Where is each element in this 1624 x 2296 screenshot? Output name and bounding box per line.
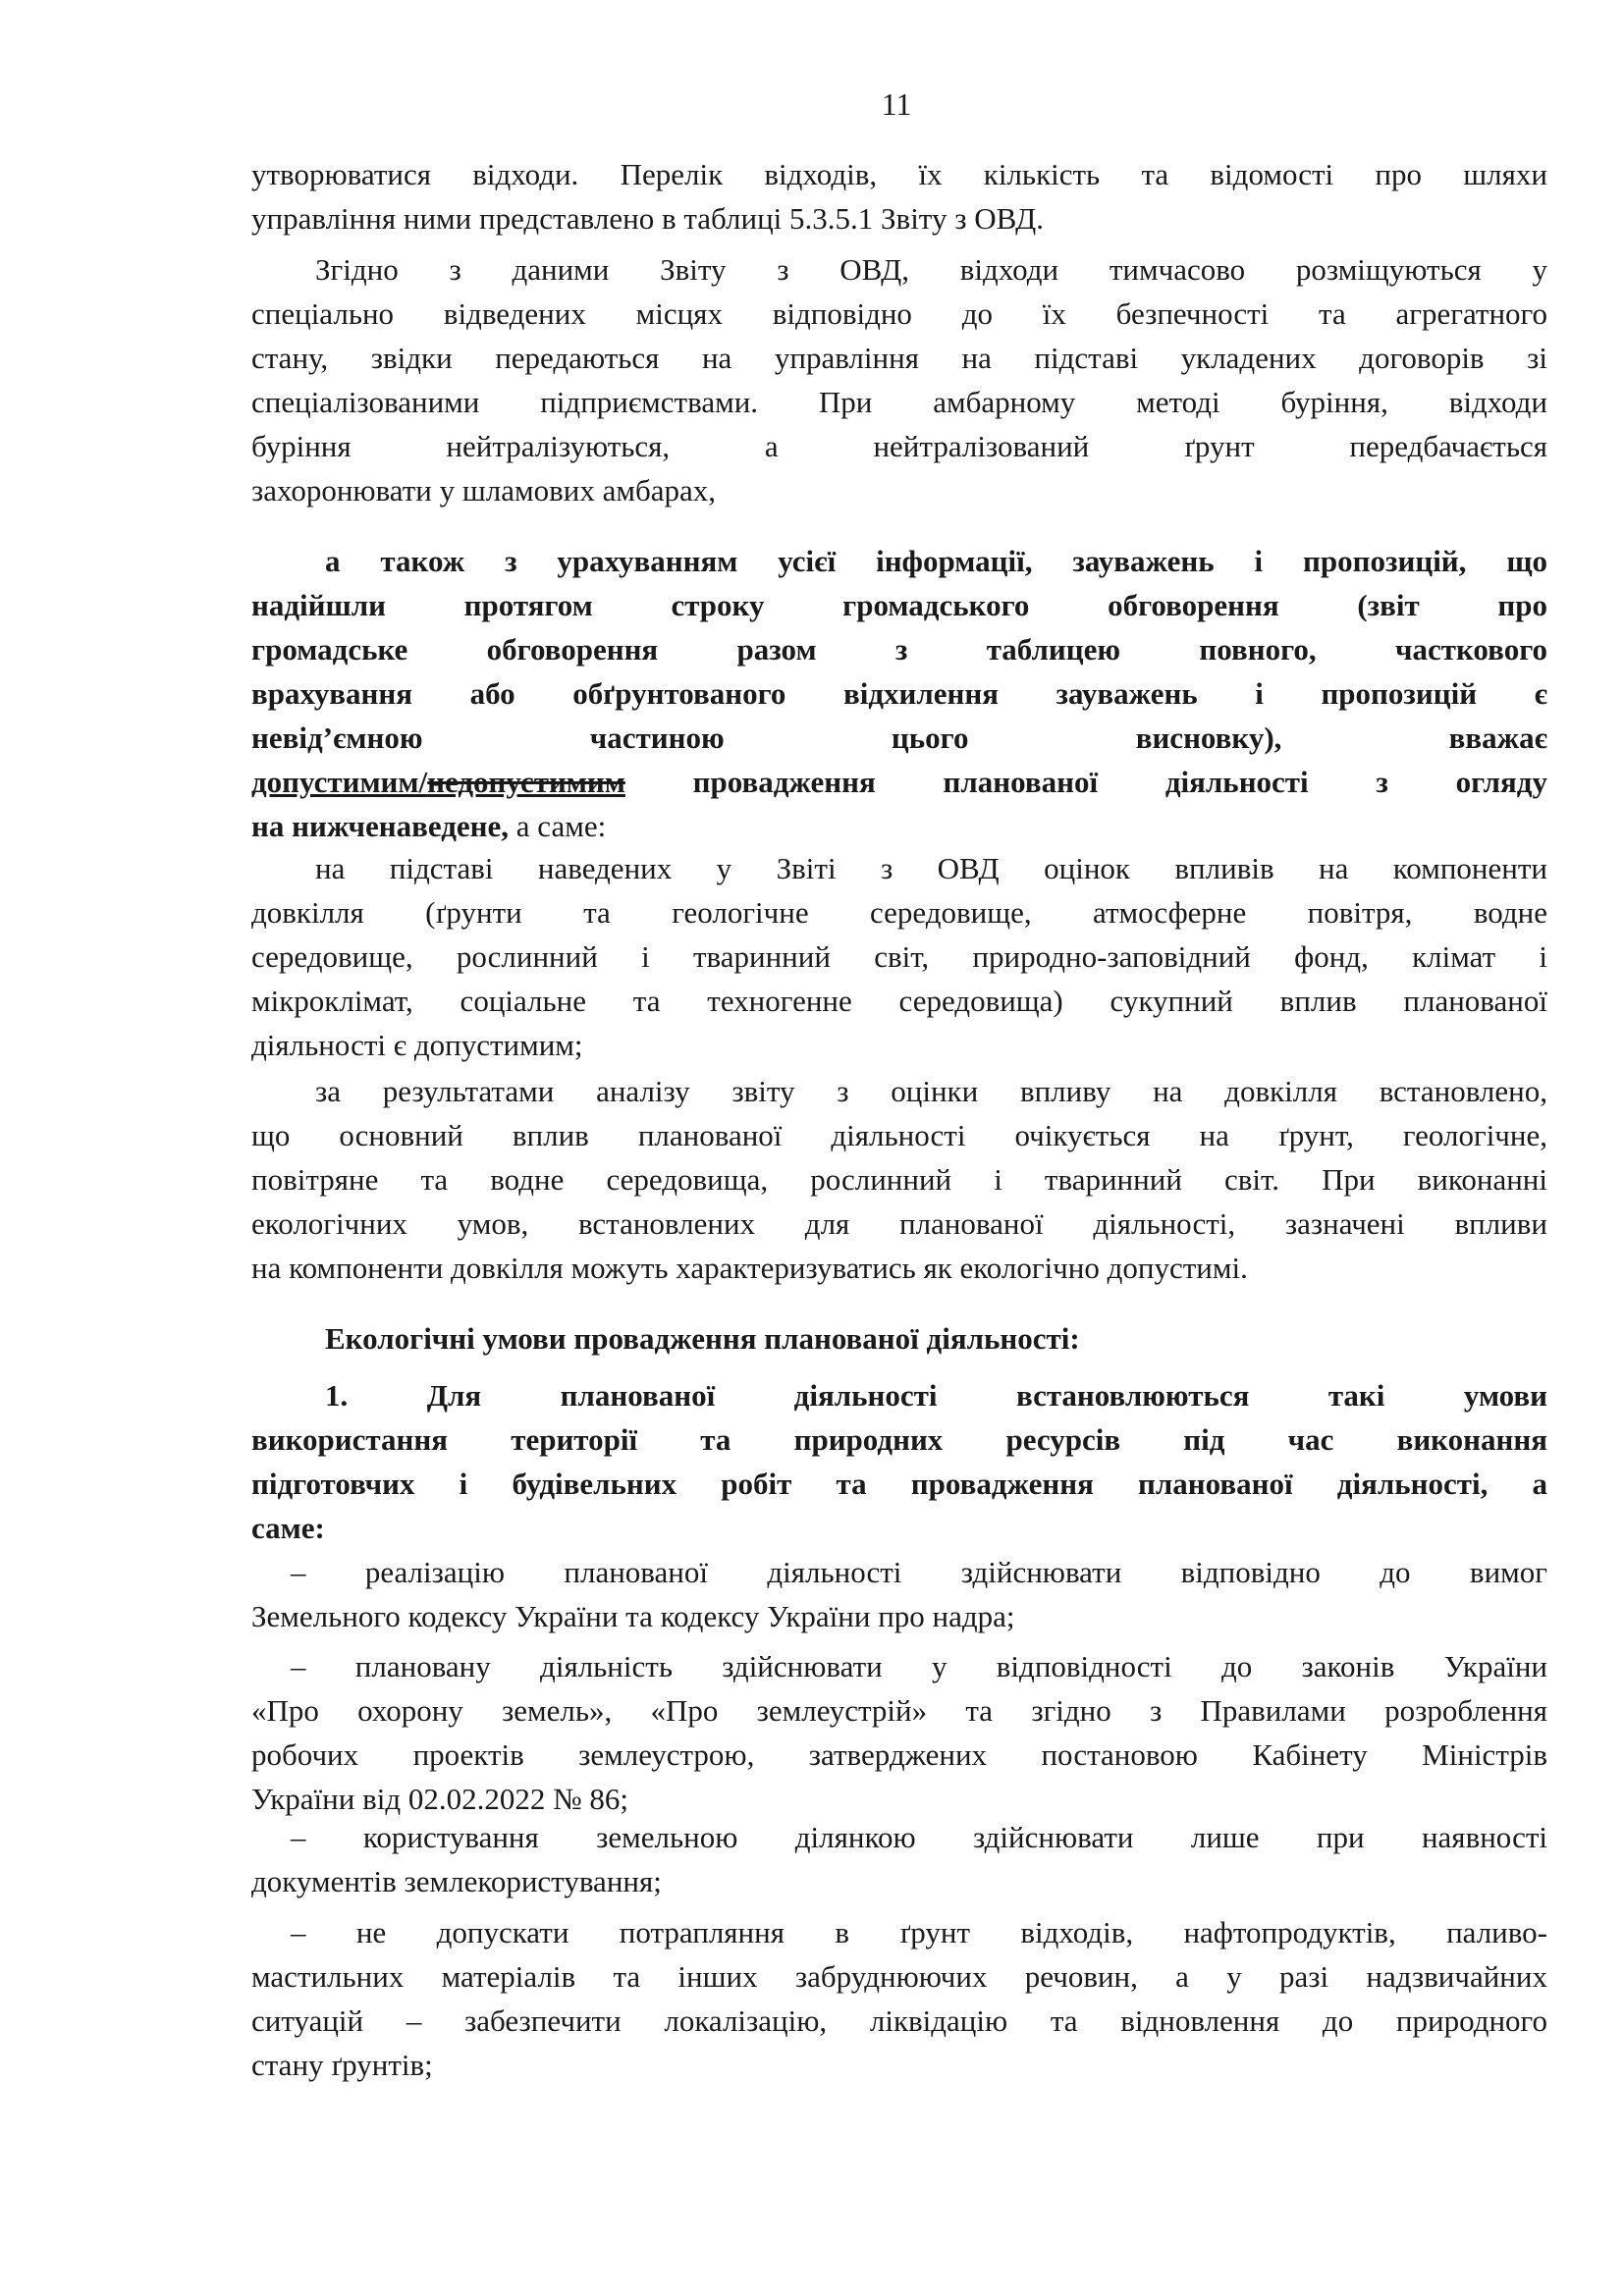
condition-1-heading — [251, 1373, 1547, 1550]
text-line: спеціально відведених місцях відповідно до їх безпечності та агрегатного — [251, 296, 1547, 331]
verdict-rest: провадження планованої діяльності з огляду — [624, 765, 1547, 799]
bullet-land-code — [251, 1550, 1547, 1638]
text-line: довкілля (ґрунти та геологічне середовище, атмосферне повітря, водне — [251, 895, 1547, 930]
text-line: Згідно з даними Звіту з ОВД, відходи тимчасово розміщуються у — [315, 252, 1547, 287]
text-line: невід’ємною частиною цього висновку), вважає — [251, 721, 1547, 755]
text-line: врахування або обґрунтованого відхилення зауважень і пропозицій є — [251, 676, 1547, 711]
text-line: Земельного кодексу України та кодексу України про надра; — [251, 1599, 1015, 1633]
text-line: саме: — [251, 1511, 325, 1545]
bullet-soil-pollution — [251, 1910, 1547, 2087]
heading-ecological-conditions — [251, 1316, 1547, 1361]
bullet-land-use-documents — [251, 1815, 1547, 1903]
text-line: робочих проектів землеустрою, затверджених постановою Кабінету Міністрів — [251, 1737, 1547, 1772]
text-line: документів землекористування; — [251, 1864, 662, 1898]
text-line: що основний вплив планованої діяльності очікується на ґрунт, геологічне, — [251, 1118, 1547, 1152]
text-line: стану, звідки передаються на управління на підставі укладених договорів зі — [251, 341, 1547, 375]
text-line: а також з урахуванням усієї інформації, зауважень і пропозицій, що — [325, 544, 1547, 578]
text-line: підготовчих і будівельних робіт та провадження планованої діяльності, а — [251, 1467, 1547, 1501]
text-line: діяльності є допустимим; — [251, 1028, 583, 1062]
para-conclusion — [251, 539, 1547, 848]
text-line: на підставі наведених у Звіті з ОВД оцінок впливів на компоненти — [315, 851, 1547, 885]
para-waste-storage — [251, 247, 1547, 512]
text-line: України від 02.02.2022 № 86; — [251, 1782, 629, 1816]
text-line: за результатами аналізу звіту з оцінки впливу на довкілля встановлено, — [315, 1074, 1547, 1108]
text-line: утворюватися відходи. Перелік відходів, їх кількість та відомості про шляхи — [251, 157, 1547, 191]
text-line: – не допускати потрапляння в ґрунт відходів, нафтопродуктів, паливо- — [291, 1915, 1547, 1949]
para-analysis-results — [251, 1069, 1547, 1290]
text-line: стану ґрунтів; — [251, 2048, 433, 2082]
text-line: «Про охорону земель», «Про землеустрій» та згідно з Правилами розроблення — [251, 1693, 1547, 1728]
text-line: на компоненти довкілля можуть характеризуватись як екологічно допустимі. — [251, 1251, 1248, 1285]
text-line: мікроклімат, соціальне та техногенне середовища) сукупний вплив планованої — [251, 984, 1547, 1018]
text-line: мастильних матеріалів та інших забруднюючих речовин, а у разі надзвичайних — [251, 1959, 1547, 1994]
text-line: повітряне та водне середовища, рослинний і тваринний світ. При виконанні — [251, 1162, 1547, 1197]
text-line: громадське обговорення разом з таблицею повного, часткового — [251, 632, 1547, 667]
bullet-land-laws — [251, 1644, 1547, 1821]
text-line: – реалізацію планованої діяльності здійснювати відповідно до вимог — [291, 1555, 1547, 1589]
text-line: використання території та природних ресурсів під час виконання — [251, 1422, 1547, 1457]
text-line: буріння нейтралізуються, а нейтралізований ґрунт передбачається — [251, 429, 1547, 463]
text-line: екологічних умов, встановлених для планованої діяльності, зазначені впливи — [251, 1206, 1547, 1241]
text-line: Екологічні умови провадження планованої діяльності: — [325, 1321, 1080, 1356]
page-number: 11 — [881, 86, 912, 122]
text-line: ситуацій – забезпечити локалізацію, ліквідацію та відновлення до природного — [251, 2003, 1547, 2038]
verdict-line — [251, 760, 1547, 804]
verdict-admissible: допустимим/ — [251, 765, 428, 799]
para-waste-list — [251, 152, 1547, 240]
bold-phrase: на нижченаведене, — [251, 809, 510, 843]
para-impact-assessment — [251, 846, 1547, 1067]
text-line — [251, 804, 1547, 848]
text-line: захоронювати у шламових амбарах, — [251, 473, 717, 507]
text-line: спеціалізованими підприємствами. При амбарному методі буріння, відходи — [251, 385, 1547, 419]
text-line: – плановану діяльність здійснювати у відповідності до законів України — [291, 1649, 1547, 1683]
text-line: середовище, рослинний і тваринний світ, природно-заповідний фонд, клімат і — [251, 939, 1547, 974]
text-line: управління ними представлено в таблиці 5.3.5.1 Звіту з ОВД. — [251, 201, 1044, 236]
text-line: 1. Для планованої діяльності встановлюються такі умови — [325, 1378, 1547, 1413]
verdict-inadmissible-struck: недопустимим — [427, 765, 625, 799]
text-line: надійшли протягом строку громадського обговорення (звіт про — [251, 588, 1547, 622]
text-line: – користування земельною ділянкою здійснювати лише при наявності — [291, 1820, 1547, 1854]
normal-phrase: а саме: — [509, 809, 607, 843]
